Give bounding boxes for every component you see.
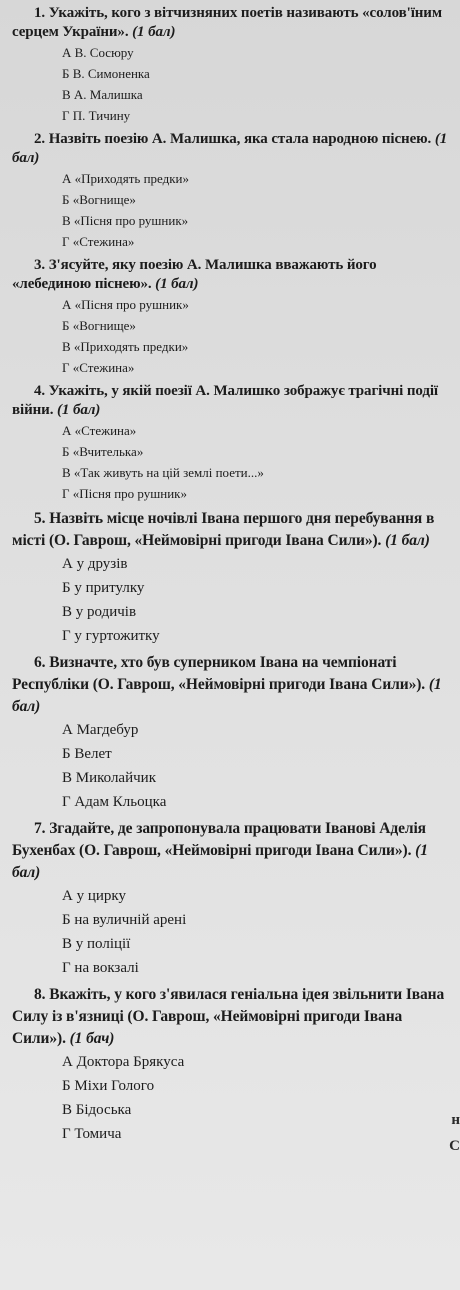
answer-option-a: А «Стежина»	[62, 423, 137, 438]
question-text: 7. Згадайте, де запропонувала працювати Іванові Аделія Бухенбах (О. Гаврош, «Неймовірні пригоди Івана Сили»). (1 бал)	[12, 820, 428, 881]
answer-option-b: Б Міхи Голого	[62, 1078, 155, 1094]
question-1	[0, 4, 455, 126]
answer-option-c: В «Приходять предки»	[62, 339, 189, 354]
answer-options	[0, 168, 455, 252]
answer-options	[0, 552, 455, 648]
answer-options	[0, 294, 455, 378]
answer-option-a: А Магдебур	[62, 722, 139, 738]
question-3	[0, 256, 455, 378]
answer-option-a: А В. Сосюру	[62, 45, 134, 60]
answer-option-a: А «Приходять предки»	[62, 171, 190, 186]
answer-option-a: А у цирку	[62, 888, 126, 904]
question-text: 6. Визначте, хто був суперником Івана на чемпіонаті Республіки (О. Гаврош, «Неймовірні пригоди Івана Сили»). (1 бал)	[12, 654, 442, 715]
answer-option-d: Г на вокзалі	[62, 960, 139, 976]
answer-option-b: Б «Вогнище»	[62, 318, 136, 333]
test-content	[0, 4, 455, 1150]
question-text: 4. Укажіть, у якій поезії А. Малишко зображує трагічні події війни. (1 бал)	[12, 383, 438, 418]
answer-option-d: Г «Пісня про рушник»	[62, 486, 187, 501]
answer-option-d: Г у гуртожитку	[62, 628, 160, 644]
question-text: 2. Назвіть поезію А. Малишка, яка стала народною піснею. (1 бал)	[12, 131, 448, 166]
answer-option-a: А «Пісня про рушник»	[62, 297, 189, 312]
question-text: 5. Назвіть місце ночівлі Івана першого дня перебування в місті (О. Гаврош, «Неймовірні пригоди Івана Сили»). (1 бал)	[12, 510, 435, 549]
answer-options	[0, 718, 455, 814]
answer-option-d: Г Томича	[62, 1126, 122, 1142]
answer-option-b: Б на вуличній арені	[62, 912, 187, 928]
answer-option-d: Г Адам Кльоцка	[62, 794, 167, 810]
answer-option-d: Г «Стежина»	[62, 360, 135, 375]
answer-option-c: В А. Малишка	[62, 87, 143, 102]
answer-option-c: В у поліції	[62, 936, 131, 952]
question-text: 8. Вкажіть, у кого з'явилася геніальна ідея звільнити Івана Силу із в'язниці (О. Гаврош, «Неймовірні пригоди Івана Сили»). (1 бач)	[12, 986, 445, 1047]
answer-option-c: В у родичів	[62, 604, 137, 620]
question-8	[0, 984, 455, 1146]
question-text: 3. З'ясуйте, яку поезію А. Малишка вважають його «лебединою піснею». (1 бал)	[12, 257, 377, 292]
answer-option-d: Г «Стежина»	[62, 234, 135, 249]
question-7	[0, 818, 455, 980]
answer-option-a: А у друзів	[62, 556, 128, 572]
question-2	[0, 130, 455, 252]
answer-option-b: Б «Вогнище»	[62, 192, 136, 207]
answer-options	[0, 884, 455, 980]
answer-options	[0, 1050, 455, 1146]
answer-option-b: Б Велет	[62, 746, 112, 762]
answer-options	[0, 42, 455, 126]
question-5	[0, 508, 455, 648]
answer-option-c: В «Так живуть на цій землі поети...»	[62, 465, 264, 480]
answer-option-c: В «Пісня про рушник»	[62, 213, 189, 228]
answer-option-b: Б «Вчителька»	[62, 444, 144, 459]
question-6	[0, 652, 455, 814]
margin-letter: н	[451, 1112, 460, 1128]
answer-option-c: В Миколайчик	[62, 770, 156, 786]
answer-option-b: Б у притулку	[62, 580, 145, 596]
margin-letter: С	[449, 1138, 460, 1154]
question-4	[0, 382, 455, 504]
answer-option-b: Б В. Симоненка	[62, 66, 150, 81]
answer-option-d: Г П. Тичину	[62, 108, 131, 123]
answer-option-a: А Доктора Брякуса	[62, 1054, 185, 1070]
answer-option-c: В Бідоська	[62, 1102, 132, 1118]
question-text: 1. Укажіть, кого з вітчизняних поетів називають «солов'їним серцем України». (1 бал)	[12, 5, 442, 40]
answer-options	[0, 420, 455, 504]
